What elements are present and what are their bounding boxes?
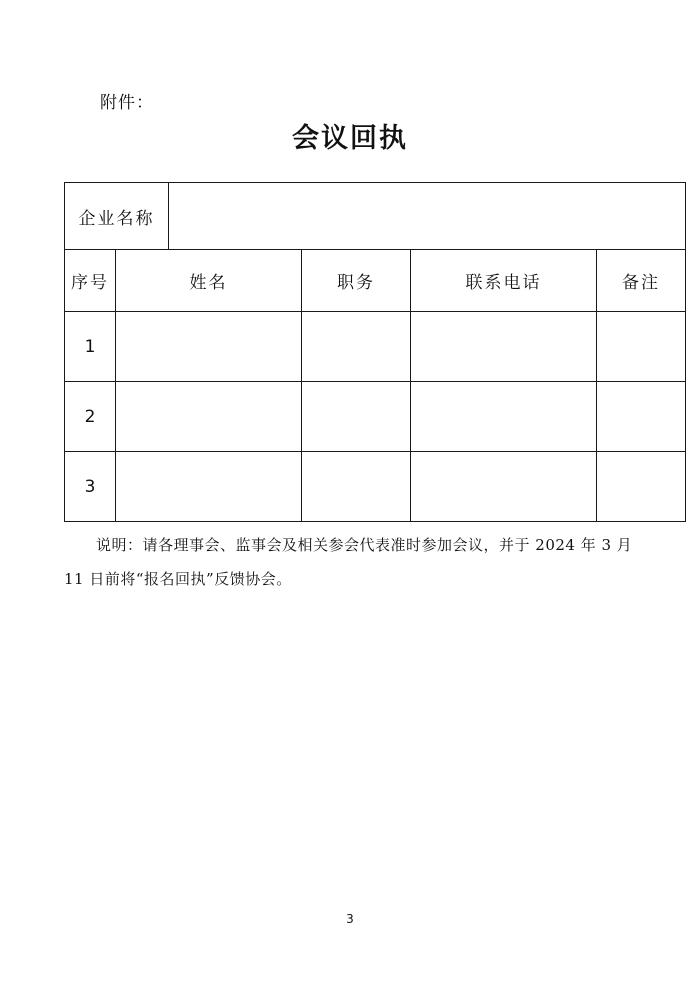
document-title: 会议回执 — [292, 123, 408, 154]
table-row — [65, 312, 686, 382]
remark-cell[interactable] — [597, 312, 686, 382]
header-name: 姓名 — [116, 250, 302, 312]
name-cell[interactable] — [116, 382, 302, 452]
company-row — [65, 183, 686, 250]
header-position: 职务 — [302, 250, 411, 312]
position-cell[interactable] — [302, 452, 411, 522]
receipt-table — [64, 182, 686, 522]
position-cell[interactable] — [302, 312, 411, 382]
header-remarks: 备注 — [597, 250, 686, 312]
header-phone: 联系电话 — [411, 250, 597, 312]
page-number: 3 — [346, 912, 354, 926]
table-row — [65, 452, 686, 522]
phone-cell[interactable] — [411, 382, 597, 452]
table-row — [65, 382, 686, 452]
instructions-note: 说明：请各理事会、监事会及相关参会代表准时参加会议，并于 2024 年 3 月 11 日前将“报名回执”反馈协会。 — [64, 536, 633, 588]
name-cell[interactable] — [116, 312, 302, 382]
name-cell[interactable] — [116, 452, 302, 522]
phone-cell[interactable] — [411, 452, 597, 522]
header-serial-number: 序号 — [65, 250, 116, 312]
row-number: 1 — [65, 312, 116, 382]
remark-cell[interactable] — [597, 452, 686, 522]
position-cell[interactable] — [302, 382, 411, 452]
attachment-label: 附件： — [100, 93, 154, 113]
row-number: 3 — [65, 452, 116, 522]
header-row — [65, 250, 686, 312]
row-number: 2 — [65, 382, 116, 452]
remark-cell[interactable] — [597, 382, 686, 452]
phone-cell[interactable] — [411, 312, 597, 382]
company-name-label: 企业名称 — [65, 183, 169, 250]
company-name-field[interactable] — [169, 183, 686, 250]
